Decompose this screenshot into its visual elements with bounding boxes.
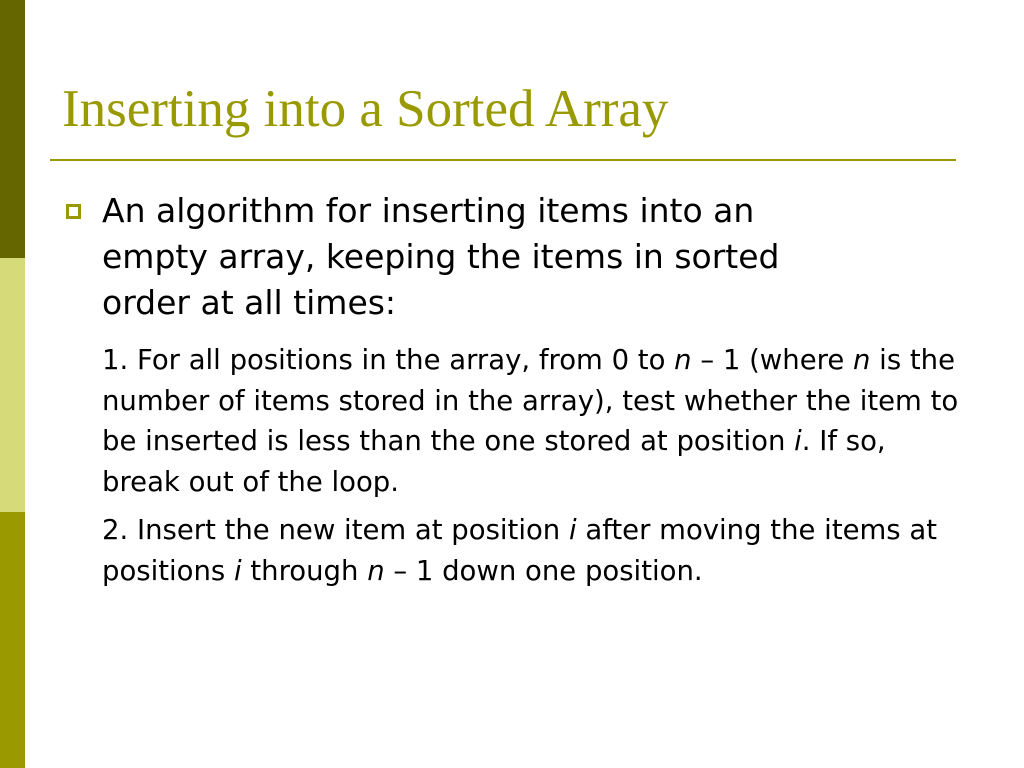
sidebar-olive-segment — [0, 512, 25, 768]
bullet-text-line-2: empty array, keeping the items in sorted — [102, 237, 780, 276]
slide-title: Inserting into a Sorted Array — [62, 80, 669, 138]
step-1 — [102, 340, 962, 502]
step-2-text-b: after moving the items at positions — [102, 514, 938, 587]
step-2-var-i-2: i — [234, 554, 242, 587]
step-1-text-d: . If so, break out of the loop. — [102, 425, 886, 498]
sidebar-light-segment — [0, 258, 25, 512]
title-underline — [50, 159, 956, 161]
step-1-text-b: – 1 (where — [691, 344, 853, 376]
step-1-var-n: n — [674, 344, 692, 376]
step-1-text-c: is the number of items stored in the array), test whether the item to be inserted is less than the one stored at position — [102, 344, 959, 457]
step-2-var-n: n — [367, 554, 385, 587]
sidebar-dark-segment — [0, 0, 25, 258]
step-2-var-i: i — [568, 514, 577, 546]
step-1-var-n-2: n — [853, 344, 871, 376]
bullet-text — [102, 188, 962, 326]
step-1-var-i: i — [794, 425, 802, 457]
step-2-text-c: through — [241, 554, 368, 587]
step-1-text-a: 1. For all positions in the array, from 0 to — [102, 344, 675, 376]
step-2 — [102, 510, 962, 591]
step-2-text-a: 2. Insert the new item at position — [102, 514, 569, 546]
bullet-item — [62, 188, 962, 326]
step-2-text-d: – 1 down one position. — [384, 554, 703, 587]
square-bullet-icon — [66, 204, 81, 219]
bullet-text-line-1: An algorithm for inserting items into an — [102, 191, 755, 230]
slide-content — [62, 188, 962, 591]
bullet-text-line-3: order at all times: — [102, 283, 397, 322]
